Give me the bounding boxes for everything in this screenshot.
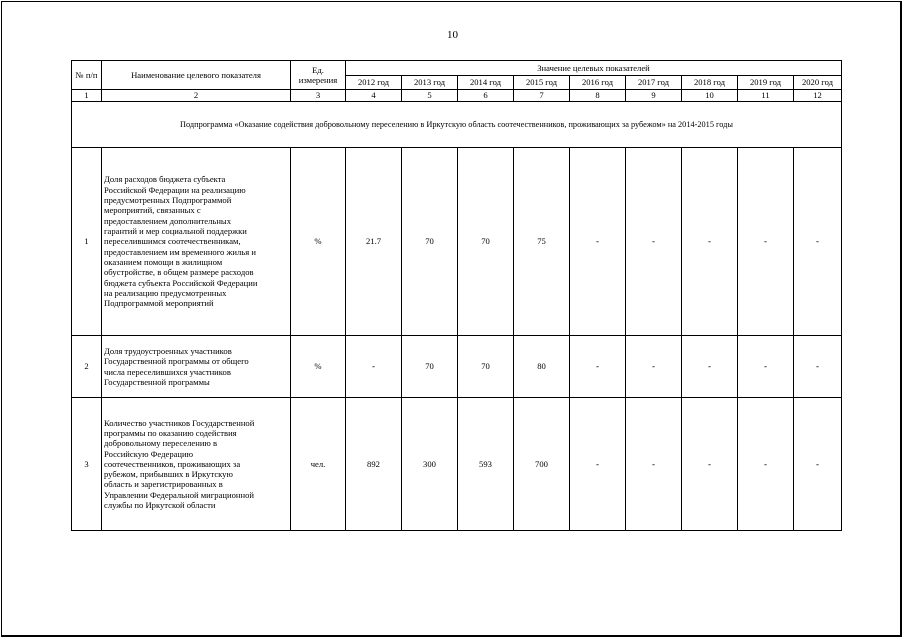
col-number: 3 (291, 90, 346, 102)
value-cell: - (794, 336, 842, 398)
indicator-name-line: числа переселившихся участников (104, 366, 231, 377)
value-cell: 892 (346, 398, 402, 531)
indicator-name-line: Доля расходов бюджета субъекта (104, 174, 226, 185)
indicator-name-line: службы по Иркутской области (104, 500, 216, 511)
col-number: 10 (682, 90, 738, 102)
table-row (72, 398, 842, 531)
header-year: 2018 год (682, 76, 738, 90)
header-year: 2016 год (570, 76, 626, 90)
col-number: 11 (738, 90, 794, 102)
indicator-name-line: рубежом, прибывших в Иркутскую (104, 469, 233, 480)
indicator-name (102, 148, 291, 336)
value-cell: 300 (402, 398, 458, 531)
value-cell: 70 (458, 336, 514, 398)
header-year: 2019 год (738, 76, 794, 90)
indicator-name-line: Управлении Федеральной миграционной (104, 489, 255, 500)
header-num: № п/п (72, 61, 102, 90)
value-cell: - (738, 398, 794, 531)
indicator-name-line: Доля трудоустроенных участников (104, 345, 232, 356)
header-name: Наименование целевого показателя (102, 61, 291, 90)
header-year: 2013 год (402, 76, 458, 90)
col-number: 2 (102, 90, 291, 102)
header-unit-line2: измерения (298, 75, 338, 85)
indicator-name-line: мероприятий, связанных с (104, 205, 201, 216)
indicator-name-line: соотечественников, проживающих за (104, 458, 241, 469)
value-cell: 70 (458, 148, 514, 336)
page-number: 10 (447, 29, 458, 41)
header-unit-line1: Ед. (312, 64, 324, 75)
value-cell: - (570, 336, 626, 398)
indicator-name-line: гарантий и мер социальной поддержки (104, 226, 247, 237)
indicator-name-line: добровольному переселению в (104, 438, 218, 449)
value-cell: - (570, 148, 626, 336)
unit-cell: чел. (291, 398, 346, 531)
col-number: 1 (72, 90, 102, 102)
header-year: 2015 год (514, 76, 570, 90)
header-values-group: Значение целевых показателей (346, 61, 842, 76)
col-number: 9 (626, 90, 682, 102)
value-cell: - (794, 398, 842, 531)
value-cell: 70 (402, 148, 458, 336)
indicator-name-line: Государственной программы (104, 376, 210, 387)
header-year: 2012 год (346, 76, 402, 90)
indicator-name-line: на реализацию предусмотренных (104, 287, 227, 298)
indicator-name-line: Государственной программы от общего (104, 356, 249, 367)
value-cell: 21.7 (346, 148, 402, 336)
indicator-name-line: переселившимся соотечественникам, (104, 236, 241, 247)
value-cell: - (682, 398, 738, 531)
indicator-name-line: Подпрограммой мероприятий (104, 298, 214, 309)
value-cell: - (626, 336, 682, 398)
row-num: 1 (72, 148, 102, 336)
col-number: 4 (346, 90, 402, 102)
header-unit (291, 61, 346, 90)
value-cell: - (794, 148, 842, 336)
value-cell: - (682, 148, 738, 336)
col-number: 7 (514, 90, 570, 102)
value-cell: - (346, 336, 402, 398)
header-year: 2017 год (626, 76, 682, 90)
indicator-name (102, 336, 291, 398)
indicator-name-line: Российскую Федерацию (104, 448, 194, 459)
indicator-name-line: оказанием помощи в жилищном (104, 256, 223, 267)
value-cell: 75 (514, 148, 570, 336)
subprogram-title: Подпрограмма «Оказание содействия добровольному переселению в Иркутскую область соотечественников, проживающих за рубежом» на 2014-2015 годы (72, 102, 842, 148)
unit-cell: % (291, 336, 346, 398)
col-number: 6 (458, 90, 514, 102)
table-row (72, 336, 842, 398)
value-cell: - (738, 148, 794, 336)
value-cell: 593 (458, 398, 514, 531)
value-cell: 70 (402, 336, 458, 398)
value-cell: 80 (514, 336, 570, 398)
row-num: 3 (72, 398, 102, 531)
header-year: 2020 год (794, 76, 842, 90)
column-numbers-row (72, 90, 842, 102)
indicator-name-line: бюджета субъекта Российской Федерации (104, 277, 258, 288)
unit-cell: % (291, 148, 346, 336)
indicator-name-line: обустройстве, в общем размере расходов (104, 267, 254, 278)
value-cell: - (682, 336, 738, 398)
subprogram-row (72, 102, 842, 148)
col-number: 5 (402, 90, 458, 102)
indicator-name-line: предусмотренных Подпрограммой (104, 195, 232, 206)
indicator-name-line: предоставлением дополнительных (104, 215, 232, 226)
value-cell: - (738, 336, 794, 398)
row-num: 2 (72, 336, 102, 398)
indicator-name-line: область и зарегистрированных в (104, 479, 223, 490)
indicator-name-line: программы по оказанию содействия (104, 427, 237, 438)
header-year: 2014 год (458, 76, 514, 90)
indicator-name-line: предоставлением им временного жилья и (104, 246, 256, 257)
value-cell: 700 (514, 398, 570, 531)
col-number: 12 (794, 90, 842, 102)
value-cell: - (626, 398, 682, 531)
col-number: 8 (570, 90, 626, 102)
indicator-name-line: Количество участников Государственной (104, 417, 255, 428)
indicator-name-line: Российской Федерации на реализацию (104, 184, 246, 195)
value-cell: - (626, 148, 682, 336)
value-cell: - (570, 398, 626, 531)
table-row (72, 148, 842, 336)
indicator-name (102, 398, 291, 531)
target-indicators-table (71, 60, 842, 531)
header-row-top (72, 61, 842, 76)
